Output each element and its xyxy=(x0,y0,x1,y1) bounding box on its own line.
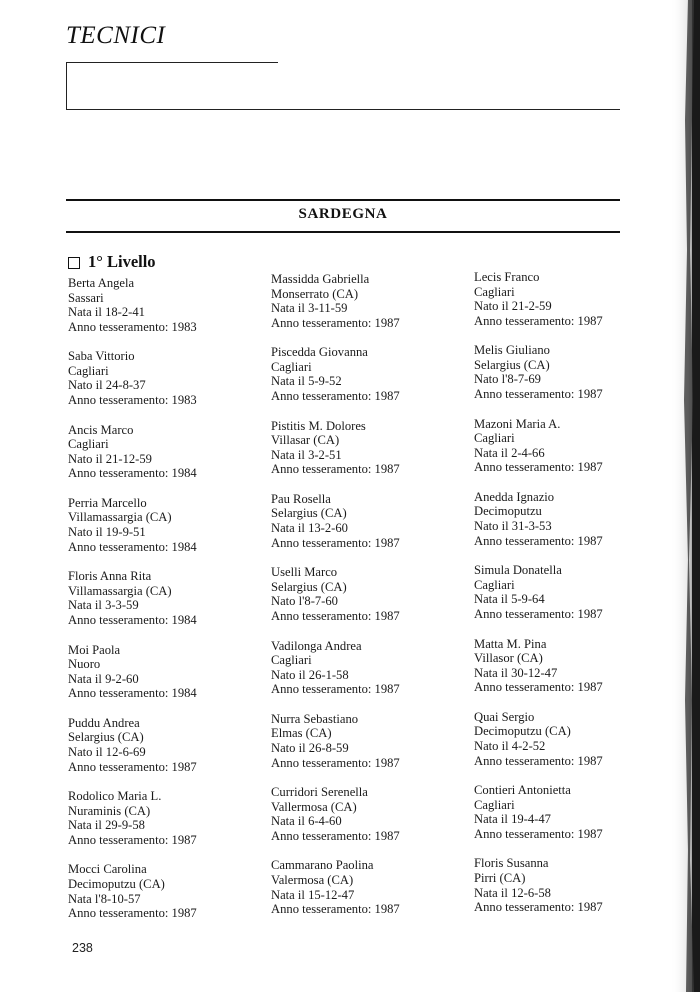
entry-birth: Nata il 3-2-51 xyxy=(271,447,342,462)
entry-place: Sassari xyxy=(68,290,104,305)
entry-birth: Nata il 3-11-59 xyxy=(271,301,348,316)
entry-membership: Anno tesseramento: 1983 xyxy=(68,319,197,334)
list-item xyxy=(68,496,263,554)
entry-place: Nuoro xyxy=(68,657,101,672)
entry-place: Valermosa (CA) xyxy=(271,872,354,887)
entry-birth: Nata il 5-9-52 xyxy=(271,374,342,389)
entry-membership: Anno tesseramento: 1987 xyxy=(474,900,603,915)
entry-name: Ancis Marco xyxy=(68,422,134,437)
entry-birth: Nato il 4-2-52 xyxy=(474,738,546,753)
frame-bottom-line xyxy=(66,109,620,110)
list-item xyxy=(68,349,263,407)
entry-name: Puddu Andrea xyxy=(68,715,140,730)
entry-place: Nuraminis (CA) xyxy=(68,803,151,818)
list-item xyxy=(68,643,263,701)
entry-membership: Anno tesseramento: 1987 xyxy=(474,313,603,328)
frame-left-line xyxy=(66,62,67,110)
entry-name: Mazoni Maria A. xyxy=(474,416,561,431)
list-item xyxy=(68,862,263,920)
entry-birth: Nata il 18-2-41 xyxy=(68,305,145,320)
entry-membership: Anno tesseramento: 1987 xyxy=(271,315,400,330)
entry-membership: Anno tesseramento: 1984 xyxy=(68,539,197,554)
list-item xyxy=(271,419,466,477)
list-item xyxy=(68,423,263,481)
entry-place: Cagliari xyxy=(474,284,515,299)
page-number: 238 xyxy=(72,941,93,955)
entry-place: Vallermosa (CA) xyxy=(271,799,357,814)
entry-birth: Nato il 26-8-59 xyxy=(271,740,349,755)
entry-name: Mocci Carolina xyxy=(68,862,147,877)
list-item xyxy=(474,563,669,621)
entry-membership: Anno tesseramento: 1987 xyxy=(271,462,400,477)
entry-name: Matta M. Pina xyxy=(474,636,547,651)
entry-membership: Anno tesseramento: 1984 xyxy=(68,466,197,481)
entry-birth: Nato il 19-9-51 xyxy=(68,525,146,540)
entry-name: Curridori Serenella xyxy=(271,785,368,800)
entry-name: Quai Sergio xyxy=(474,709,535,724)
entry-birth: Nata il 13-2-60 xyxy=(271,521,348,536)
entry-place: Villamassargia (CA) xyxy=(68,583,172,598)
checkbox-icon xyxy=(68,257,80,269)
entry-place: Cagliari xyxy=(474,431,515,446)
level-heading xyxy=(68,252,156,272)
page-title: TECNICI xyxy=(66,22,166,49)
entry-birth: Nata il 3-3-59 xyxy=(68,598,139,613)
entry-place: Selargius (CA) xyxy=(271,579,347,594)
entry-place: Pirri (CA) xyxy=(474,870,526,885)
entry-place: Monserrato (CA) xyxy=(271,286,359,301)
entry-name: Nurra Sebastiano xyxy=(271,711,359,726)
entry-name: Uselli Marco xyxy=(271,565,338,580)
list-item xyxy=(68,569,263,627)
list-item xyxy=(474,417,669,475)
entry-membership: Anno tesseramento: 1987 xyxy=(271,389,400,404)
entry-birth: Nata l'8-10-57 xyxy=(68,891,141,906)
entry-place: Decimoputzu xyxy=(474,504,542,519)
entry-place: Cagliari xyxy=(68,363,109,378)
list-item xyxy=(68,789,263,847)
entry-birth: Nata il 30-12-47 xyxy=(474,665,558,680)
region-rule-bottom xyxy=(66,231,620,233)
entry-membership: Anno tesseramento: 1987 xyxy=(474,680,603,695)
entry-place: Selargius (CA) xyxy=(271,506,347,521)
entry-name: Lecis Franco xyxy=(474,270,540,284)
list-item xyxy=(474,637,669,695)
entry-birth: Nata il 5-9-64 xyxy=(474,592,545,607)
binding-shadow xyxy=(650,0,700,992)
entry-membership: Anno tesseramento: 1983 xyxy=(68,393,197,408)
entry-birth: Nato il 21-12-59 xyxy=(68,451,152,466)
entry-place: Villamassargia (CA) xyxy=(68,510,172,525)
entry-membership: Anno tesseramento: 1987 xyxy=(271,608,400,623)
list-item xyxy=(271,858,466,916)
entry-membership: Anno tesseramento: 1987 xyxy=(271,682,400,697)
entry-place: Decimoputzu (CA) xyxy=(68,876,165,891)
list-item xyxy=(68,276,263,334)
entry-membership: Anno tesseramento: 1987 xyxy=(474,387,603,402)
entry-birth: Nato il 12-6-69 xyxy=(68,744,146,759)
level-label: 1° Livello xyxy=(88,252,156,271)
entry-birth: Nata il 29-9-58 xyxy=(68,818,145,833)
entry-birth: Nata il 15-12-47 xyxy=(271,887,355,902)
frame-top-line xyxy=(66,62,278,63)
entry-birth: Nata il 9-2-60 xyxy=(68,671,139,686)
entry-name: Contieri Antonietta xyxy=(474,783,571,798)
region-rule-top xyxy=(66,199,620,201)
list-item xyxy=(474,856,669,914)
entry-place: Decimoputzu (CA) xyxy=(474,724,571,739)
entry-birth: Nato il 31-3-53 xyxy=(474,519,552,534)
entry-membership: Anno tesseramento: 1987 xyxy=(271,535,400,550)
entry-place: Villasar (CA) xyxy=(271,433,340,448)
entry-birth: Nata il 19-4-47 xyxy=(474,812,551,827)
entry-place: Cagliari xyxy=(474,577,515,592)
entry-birth: Nato il 26-1-58 xyxy=(271,667,349,682)
entry-name: Perria Marcello xyxy=(68,495,147,510)
list-item xyxy=(474,270,669,328)
entry-birth: Nato l'8-7-69 xyxy=(474,372,541,387)
list-item xyxy=(271,565,466,623)
entry-membership: Anno tesseramento: 1987 xyxy=(474,753,603,768)
entry-name: Simula Donatella xyxy=(474,563,562,578)
entry-name: Vadilonga Andrea xyxy=(271,638,362,653)
entry-membership: Anno tesseramento: 1987 xyxy=(474,826,603,841)
entry-birth: Nato l'8-7-60 xyxy=(271,594,338,609)
entry-name: Pau Rosella xyxy=(271,491,331,506)
entry-membership: Anno tesseramento: 1984 xyxy=(68,686,197,701)
entry-place: Cagliari xyxy=(474,797,515,812)
entry-place: Selargius (CA) xyxy=(68,730,144,745)
entry-name: Berta Angela xyxy=(68,276,135,290)
entry-name: Anedda Ignazio xyxy=(474,489,555,504)
entry-membership: Anno tesseramento: 1987 xyxy=(474,460,603,475)
entry-place: Cagliari xyxy=(271,653,312,668)
entry-membership: Anno tesseramento: 1987 xyxy=(474,533,603,548)
entry-name: Saba Vittorio xyxy=(68,349,135,364)
entry-name: Massidda Gabriella xyxy=(271,272,370,286)
entry-membership: Anno tesseramento: 1987 xyxy=(68,832,197,847)
entry-membership: Anno tesseramento: 1984 xyxy=(68,612,197,627)
entry-name: Floris Susanna xyxy=(474,856,549,871)
region-heading: SARDEGNA xyxy=(298,206,388,222)
entry-membership: Anno tesseramento: 1987 xyxy=(474,606,603,621)
list-item xyxy=(271,712,466,770)
entry-place: Villasor (CA) xyxy=(474,651,543,666)
entry-name: Floris Anna Rita xyxy=(68,569,152,584)
list-item xyxy=(271,785,466,843)
entry-name: Melis Giuliano xyxy=(474,343,550,358)
entry-birth: Nata il 12-6-58 xyxy=(474,885,551,900)
entry-membership: Anno tesseramento: 1987 xyxy=(68,759,197,774)
entry-place: Cagliari xyxy=(68,437,109,452)
list-item xyxy=(474,710,669,768)
entry-birth: Nata il 6-4-60 xyxy=(271,814,342,829)
entry-name: Pistitis M. Dolores xyxy=(271,418,366,433)
entry-place: Elmas (CA) xyxy=(271,726,332,741)
entry-name: Piscedda Giovanna xyxy=(271,345,368,360)
entry-name: Moi Paola xyxy=(68,642,121,657)
list-item xyxy=(474,783,669,841)
list-item xyxy=(271,345,466,403)
list-item xyxy=(271,639,466,697)
entry-place: Cagliari xyxy=(271,359,312,374)
entry-name: Rodolico Maria L. xyxy=(68,789,162,804)
entry-birth: Nato il 21-2-59 xyxy=(474,299,552,314)
list-item xyxy=(68,716,263,774)
entry-membership: Anno tesseramento: 1987 xyxy=(271,902,400,917)
entry-name: Cammarano Paolina xyxy=(271,858,374,873)
list-item xyxy=(271,272,466,330)
entry-membership: Anno tesseramento: 1987 xyxy=(271,755,400,770)
list-item xyxy=(474,343,669,401)
entry-birth: Nato il 24-8-37 xyxy=(68,378,146,393)
entry-place: Selargius (CA) xyxy=(474,357,550,372)
list-item xyxy=(474,490,669,548)
title-frame xyxy=(66,62,620,110)
entry-membership: Anno tesseramento: 1987 xyxy=(68,906,197,921)
entry-birth: Nata il 2-4-66 xyxy=(474,445,545,460)
list-item xyxy=(271,492,466,550)
entry-membership: Anno tesseramento: 1987 xyxy=(271,828,400,843)
